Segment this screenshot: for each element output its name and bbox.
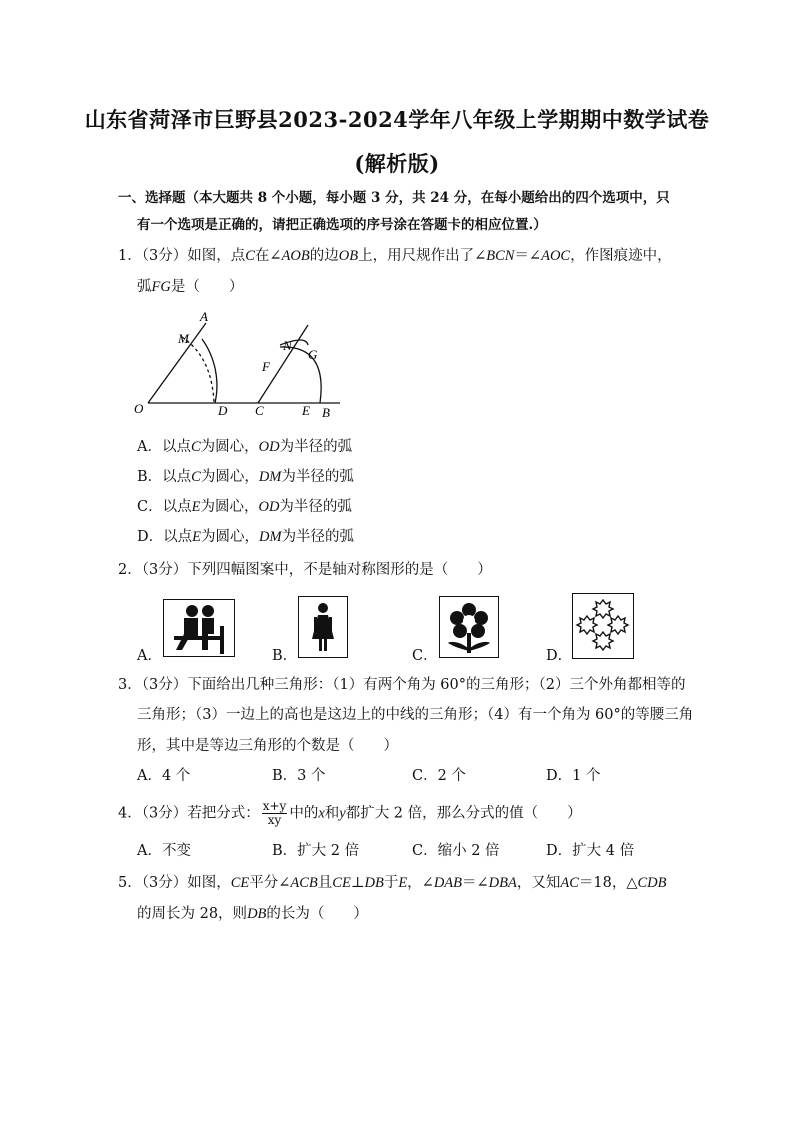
label-c: C bbox=[255, 403, 264, 418]
label-a: A bbox=[200, 309, 208, 324]
label-m: M bbox=[178, 331, 189, 346]
q2-option-a-label[interactable]: A． bbox=[137, 648, 162, 664]
q3-option-d[interactable]: D．1 个 bbox=[546, 768, 601, 784]
q3-option-c[interactable]: C．2 个 bbox=[412, 768, 466, 784]
q1-option-c[interactable]: C．以点E为圆心，OD为半径的弧 bbox=[137, 499, 352, 515]
q3-option-b[interactable]: B．3 个 bbox=[272, 768, 326, 784]
question-3-stem: 3．（3分）下面给出几种三角形：（1）有两个角为 60°的三角形；（2）三个外角都相等的 bbox=[118, 677, 686, 693]
page-title: 山东省菏泽市巨野县2023-2024学年八年级上学期期中数学试卷 bbox=[84, 107, 710, 132]
question-4-stem: 4．（3分）若把分式： $\frac{x+y}{xy}$ 中的x和y都扩大 2 倍，那么分式的值（ ） bbox=[118, 799, 582, 827]
q1-option-d[interactable]: D．以点E为圆心，DM为半径的弧 bbox=[137, 529, 355, 545]
question-1-stem: 1．（3分）如图，点C在∠AOB的边OB上，用尺规作出了∠BCN＝∠AOC，作图痕迹中， bbox=[118, 248, 672, 264]
q4-option-d[interactable]: D．扩大 4 倍 bbox=[546, 843, 635, 859]
label-d: D bbox=[218, 403, 228, 418]
label-o: O bbox=[134, 401, 144, 416]
q4-option-b[interactable]: B．扩大 2 倍 bbox=[272, 843, 360, 859]
question-1-stem-line2: 弧FG是（ ） bbox=[137, 279, 244, 295]
q2-option-b-label[interactable]: B． bbox=[272, 648, 298, 664]
q4-option-c[interactable]: C．缩小 2 倍 bbox=[412, 843, 500, 859]
page-subtitle: (解析版) bbox=[354, 151, 440, 176]
question-5-stem: 5．（3分）如图，CE平分∠ACB且CE⊥DB于E，∠DAB＝∠DBA，又知AC＝18，△CDB bbox=[118, 875, 667, 891]
people-sitting-icon[interactable] bbox=[163, 599, 235, 657]
dashed-arc-md bbox=[182, 337, 214, 403]
label-f: F bbox=[262, 359, 270, 374]
question-1-figure bbox=[130, 305, 345, 420]
question-2-stem: 2．（3分）下列四幅图案中，不是轴对称图形的是（ ） bbox=[118, 562, 492, 578]
q2-option-c-label[interactable]: C． bbox=[412, 648, 438, 664]
label-b: B bbox=[322, 405, 330, 420]
snowflake-icon[interactable] bbox=[572, 593, 634, 659]
question-5-stem-line2: 的周长为 28，则DB的长为（ ） bbox=[137, 906, 368, 922]
question-3-stem-line2: 三角形；（3）一边上的高也是这边上的中线的三角形；（4）有一个角为 60°的等腰三角 bbox=[137, 707, 694, 723]
label-e: E bbox=[302, 403, 310, 418]
question-3-stem-line3: 形，其中是等边三角形的个数是（ ） bbox=[137, 738, 398, 754]
q1-option-a[interactable]: A．以点C为圆心，OD为半径的弧 bbox=[137, 439, 353, 455]
q4-option-a[interactable]: A．不变 bbox=[137, 843, 191, 859]
ray-oa bbox=[148, 323, 206, 403]
q1-option-b[interactable]: B．以点C为圆心，DM为半径的弧 bbox=[137, 469, 354, 485]
woman-icon[interactable] bbox=[298, 596, 348, 658]
q3-option-a[interactable]: A．4 个 bbox=[137, 768, 191, 784]
fraction: $\frac{x+y}{xy}$ bbox=[262, 799, 287, 827]
section-header-line1: 一、选择题（本大题共 8 个小题，每小题 3 分，共 24 分，在每小题给出的四个选项中，只 bbox=[118, 190, 670, 206]
section-header-line2: 有一个选项是正确的，请把正确选项的序号涂在答题卡的相应位置.） bbox=[137, 217, 547, 233]
flower-icon[interactable] bbox=[439, 596, 499, 658]
arc-md bbox=[202, 339, 217, 403]
label-n: N bbox=[283, 338, 292, 353]
label-g: G bbox=[308, 347, 318, 362]
q2-option-d-label[interactable]: D． bbox=[546, 648, 573, 664]
